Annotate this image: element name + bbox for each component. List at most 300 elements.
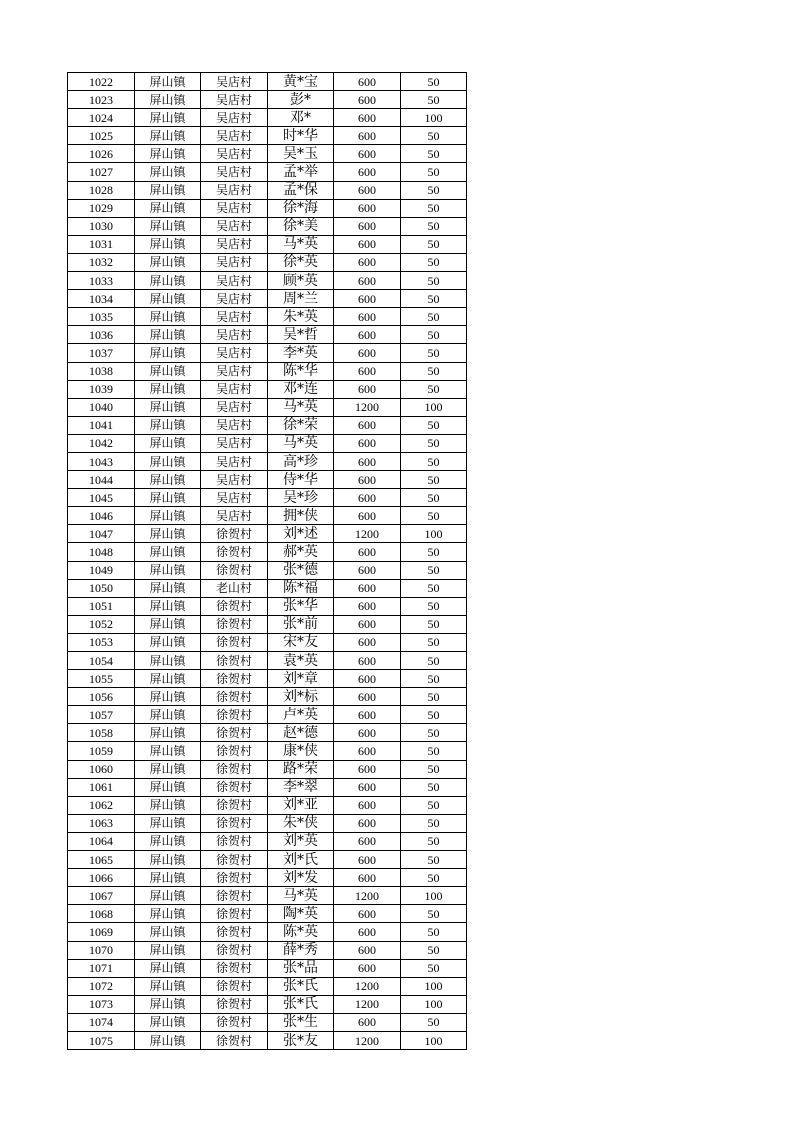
name-cell: 刘*氏 xyxy=(268,851,334,869)
village-cell: 徐贺村 xyxy=(201,652,268,670)
amount-cell: 600 xyxy=(334,290,401,308)
name-cell: 刘*英 xyxy=(268,832,334,850)
amount-cell: 600 xyxy=(334,326,401,344)
name-cell: 刘*发 xyxy=(268,869,334,887)
name-cell: 郝*英 xyxy=(268,543,334,561)
village-cell: 徐贺村 xyxy=(201,959,268,977)
name-cell: 张*生 xyxy=(268,1013,334,1031)
town-cell: 屏山镇 xyxy=(135,851,201,869)
row-number-cell: 1060 xyxy=(68,760,135,778)
village-cell: 吴店村 xyxy=(201,326,268,344)
table-row xyxy=(68,742,467,760)
row-number-cell: 1045 xyxy=(68,489,135,507)
table-row xyxy=(68,832,467,850)
town-cell: 屏山镇 xyxy=(135,543,201,561)
village-cell: 徐贺村 xyxy=(201,887,268,905)
table-row xyxy=(68,814,467,832)
table-row xyxy=(68,109,467,127)
table-row xyxy=(68,452,467,470)
name-cell: 孟*举 xyxy=(268,163,334,181)
amount-cell: 600 xyxy=(334,181,401,199)
village-cell: 徐贺村 xyxy=(201,995,268,1013)
village-cell: 吴店村 xyxy=(201,434,268,452)
table-row xyxy=(68,398,467,416)
town-cell: 屏山镇 xyxy=(135,778,201,796)
subsidy-cell: 50 xyxy=(401,543,467,561)
amount-cell: 1200 xyxy=(334,977,401,995)
amount-cell: 600 xyxy=(334,471,401,489)
village-cell: 徐贺村 xyxy=(201,905,268,923)
town-cell: 屏山镇 xyxy=(135,217,201,235)
row-number-cell: 1070 xyxy=(68,941,135,959)
amount-cell: 600 xyxy=(334,434,401,452)
town-cell: 屏山镇 xyxy=(135,434,201,452)
amount-cell: 600 xyxy=(334,91,401,109)
table-row xyxy=(68,380,467,398)
amount-cell: 600 xyxy=(334,851,401,869)
name-cell: 朱*侠 xyxy=(268,814,334,832)
table-row xyxy=(68,905,467,923)
name-cell: 吴*哲 xyxy=(268,326,334,344)
row-number-cell: 1064 xyxy=(68,832,135,850)
subsidy-cell: 50 xyxy=(401,778,467,796)
amount-cell: 600 xyxy=(334,579,401,597)
name-cell: 赵*德 xyxy=(268,724,334,742)
table-row xyxy=(68,163,467,181)
subsidy-cell: 50 xyxy=(401,851,467,869)
subsidy-cell: 50 xyxy=(401,941,467,959)
row-number-cell: 1049 xyxy=(68,561,135,579)
village-cell: 吴店村 xyxy=(201,489,268,507)
village-cell: 吴店村 xyxy=(201,308,268,326)
subsidy-cell: 50 xyxy=(401,1013,467,1031)
amount-cell: 600 xyxy=(334,688,401,706)
village-cell: 吴店村 xyxy=(201,109,268,127)
subsidy-cell: 50 xyxy=(401,272,467,290)
village-cell: 吴店村 xyxy=(201,398,268,416)
table-row xyxy=(68,127,467,145)
village-cell: 吴店村 xyxy=(201,145,268,163)
subsidy-cell: 50 xyxy=(401,471,467,489)
town-cell: 屏山镇 xyxy=(135,869,201,887)
row-number-cell: 1048 xyxy=(68,543,135,561)
table-row xyxy=(68,507,467,525)
town-cell: 屏山镇 xyxy=(135,633,201,651)
village-cell: 吴店村 xyxy=(201,181,268,199)
amount-cell: 600 xyxy=(334,832,401,850)
name-cell: 马*英 xyxy=(268,434,334,452)
table-row xyxy=(68,941,467,959)
subsidy-cell: 50 xyxy=(401,652,467,670)
name-cell: 侍*华 xyxy=(268,471,334,489)
name-cell: 张*氏 xyxy=(268,977,334,995)
town-cell: 屏山镇 xyxy=(135,163,201,181)
town-cell: 屏山镇 xyxy=(135,941,201,959)
town-cell: 屏山镇 xyxy=(135,362,201,380)
village-cell: 吴店村 xyxy=(201,471,268,489)
row-number-cell: 1037 xyxy=(68,344,135,362)
village-cell: 吴店村 xyxy=(201,362,268,380)
table-row xyxy=(68,760,467,778)
village-cell: 吴店村 xyxy=(201,380,268,398)
amount-cell: 600 xyxy=(334,272,401,290)
name-cell: 顾*英 xyxy=(268,272,334,290)
amount-cell: 600 xyxy=(334,561,401,579)
name-cell: 徐*荣 xyxy=(268,416,334,434)
table-row xyxy=(68,217,467,235)
name-cell: 时*华 xyxy=(268,127,334,145)
row-number-cell: 1074 xyxy=(68,1013,135,1031)
town-cell: 屏山镇 xyxy=(135,887,201,905)
subsidy-cell: 100 xyxy=(401,977,467,995)
table-row xyxy=(68,670,467,688)
village-cell: 徐贺村 xyxy=(201,851,268,869)
subsidy-cell: 100 xyxy=(401,398,467,416)
row-number-cell: 1062 xyxy=(68,796,135,814)
row-number-cell: 1068 xyxy=(68,905,135,923)
name-cell: 朱*英 xyxy=(268,308,334,326)
town-cell: 屏山镇 xyxy=(135,416,201,434)
town-cell: 屏山镇 xyxy=(135,507,201,525)
row-number-cell: 1028 xyxy=(68,181,135,199)
name-cell: 徐*美 xyxy=(268,217,334,235)
table-row xyxy=(68,434,467,452)
row-number-cell: 1066 xyxy=(68,869,135,887)
table-row xyxy=(68,995,467,1013)
subsidy-cell: 50 xyxy=(401,380,467,398)
table-row xyxy=(68,615,467,633)
amount-cell: 600 xyxy=(334,724,401,742)
amount-cell: 600 xyxy=(334,615,401,633)
row-number-cell: 1071 xyxy=(68,959,135,977)
row-number-cell: 1042 xyxy=(68,434,135,452)
amount-cell: 600 xyxy=(334,869,401,887)
amount-cell: 600 xyxy=(334,217,401,235)
subsidy-cell: 50 xyxy=(401,597,467,615)
amount-cell: 600 xyxy=(334,507,401,525)
village-cell: 徐贺村 xyxy=(201,724,268,742)
village-cell: 徐贺村 xyxy=(201,1031,268,1049)
town-cell: 屏山镇 xyxy=(135,706,201,724)
amount-cell: 600 xyxy=(334,362,401,380)
table-row xyxy=(68,145,467,163)
subsidy-cell: 50 xyxy=(401,923,467,941)
village-cell: 吴店村 xyxy=(201,507,268,525)
subsidy-cell: 50 xyxy=(401,507,467,525)
amount-cell: 600 xyxy=(334,308,401,326)
table-row xyxy=(68,688,467,706)
subsidy-cell: 50 xyxy=(401,905,467,923)
subsidy-cell: 50 xyxy=(401,181,467,199)
row-number-cell: 1051 xyxy=(68,597,135,615)
row-number-cell: 1056 xyxy=(68,688,135,706)
village-cell: 吴店村 xyxy=(201,253,268,271)
village-cell: 徐贺村 xyxy=(201,633,268,651)
table-row xyxy=(68,416,467,434)
town-cell: 屏山镇 xyxy=(135,615,201,633)
table-row xyxy=(68,362,467,380)
table-row xyxy=(68,706,467,724)
amount-cell: 600 xyxy=(334,923,401,941)
subsidy-cell: 50 xyxy=(401,869,467,887)
amount-cell: 600 xyxy=(334,597,401,615)
subsidy-cell: 50 xyxy=(401,615,467,633)
amount-cell: 600 xyxy=(334,959,401,977)
subsidy-cell: 50 xyxy=(401,742,467,760)
village-cell: 老山村 xyxy=(201,579,268,597)
name-cell: 李*英 xyxy=(268,344,334,362)
village-cell: 吴店村 xyxy=(201,344,268,362)
name-cell: 刘*章 xyxy=(268,670,334,688)
amount-cell: 600 xyxy=(334,778,401,796)
name-cell: 陶*英 xyxy=(268,905,334,923)
subsidy-cell: 50 xyxy=(401,452,467,470)
amount-cell: 600 xyxy=(334,344,401,362)
row-number-cell: 1040 xyxy=(68,398,135,416)
name-cell: 拥*侠 xyxy=(268,507,334,525)
village-cell: 徐贺村 xyxy=(201,923,268,941)
village-cell: 徐贺村 xyxy=(201,1013,268,1031)
village-cell: 吴店村 xyxy=(201,91,268,109)
village-cell: 吴店村 xyxy=(201,199,268,217)
town-cell: 屏山镇 xyxy=(135,724,201,742)
town-cell: 屏山镇 xyxy=(135,959,201,977)
town-cell: 屏山镇 xyxy=(135,73,201,91)
table-row xyxy=(68,272,467,290)
town-cell: 屏山镇 xyxy=(135,995,201,1013)
table-row xyxy=(68,308,467,326)
table-row xyxy=(68,235,467,253)
subsidy-cell: 50 xyxy=(401,326,467,344)
town-cell: 屏山镇 xyxy=(135,145,201,163)
subsidy-cell: 50 xyxy=(401,724,467,742)
table-row xyxy=(68,253,467,271)
name-cell: 邓* xyxy=(268,109,334,127)
village-cell: 徐贺村 xyxy=(201,832,268,850)
amount-cell: 600 xyxy=(334,941,401,959)
village-cell: 吴店村 xyxy=(201,416,268,434)
subsidy-cell: 100 xyxy=(401,887,467,905)
village-cell: 徐贺村 xyxy=(201,543,268,561)
table-row xyxy=(68,91,467,109)
town-cell: 屏山镇 xyxy=(135,127,201,145)
amount-cell: 600 xyxy=(334,670,401,688)
name-cell: 薛*秀 xyxy=(268,941,334,959)
table-row xyxy=(68,471,467,489)
table-row xyxy=(68,73,467,91)
town-cell: 屏山镇 xyxy=(135,199,201,217)
town-cell: 屏山镇 xyxy=(135,597,201,615)
table-row xyxy=(68,181,467,199)
town-cell: 屏山镇 xyxy=(135,760,201,778)
town-cell: 屏山镇 xyxy=(135,235,201,253)
subsidy-cell: 50 xyxy=(401,217,467,235)
subsidy-cell: 50 xyxy=(401,163,467,181)
subsidy-cell: 50 xyxy=(401,760,467,778)
town-cell: 屏山镇 xyxy=(135,796,201,814)
subsidy-cell: 50 xyxy=(401,814,467,832)
row-number-cell: 1027 xyxy=(68,163,135,181)
name-cell: 张*品 xyxy=(268,959,334,977)
town-cell: 屏山镇 xyxy=(135,1013,201,1031)
amount-cell: 600 xyxy=(334,416,401,434)
town-cell: 屏山镇 xyxy=(135,742,201,760)
amount-cell: 600 xyxy=(334,163,401,181)
row-number-cell: 1052 xyxy=(68,615,135,633)
name-cell: 张*德 xyxy=(268,561,334,579)
subsidy-cell: 50 xyxy=(401,91,467,109)
town-cell: 屏山镇 xyxy=(135,579,201,597)
name-cell: 陈*福 xyxy=(268,579,334,597)
amount-cell: 600 xyxy=(334,543,401,561)
table-row xyxy=(68,597,467,615)
name-cell: 张*华 xyxy=(268,597,334,615)
table-row xyxy=(68,887,467,905)
village-cell: 徐贺村 xyxy=(201,525,268,543)
amount-cell: 600 xyxy=(334,633,401,651)
town-cell: 屏山镇 xyxy=(135,308,201,326)
village-cell: 吴店村 xyxy=(201,217,268,235)
village-cell: 徐贺村 xyxy=(201,869,268,887)
row-number-cell: 1067 xyxy=(68,887,135,905)
row-number-cell: 1075 xyxy=(68,1031,135,1049)
village-cell: 徐贺村 xyxy=(201,597,268,615)
town-cell: 屏山镇 xyxy=(135,688,201,706)
row-number-cell: 1030 xyxy=(68,217,135,235)
table-row xyxy=(68,1031,467,1049)
table-row xyxy=(68,778,467,796)
row-number-cell: 1065 xyxy=(68,851,135,869)
row-number-cell: 1031 xyxy=(68,235,135,253)
row-number-cell: 1054 xyxy=(68,652,135,670)
amount-cell: 600 xyxy=(334,706,401,724)
name-cell: 马*英 xyxy=(268,235,334,253)
amount-cell: 1200 xyxy=(334,398,401,416)
subsidy-cell: 50 xyxy=(401,688,467,706)
town-cell: 屏山镇 xyxy=(135,109,201,127)
village-cell: 徐贺村 xyxy=(201,742,268,760)
table-body xyxy=(68,73,467,1050)
town-cell: 屏山镇 xyxy=(135,91,201,109)
table-row xyxy=(68,290,467,308)
row-number-cell: 1038 xyxy=(68,362,135,380)
amount-cell: 600 xyxy=(334,796,401,814)
village-cell: 徐贺村 xyxy=(201,561,268,579)
town-cell: 屏山镇 xyxy=(135,814,201,832)
table-row xyxy=(68,326,467,344)
subsidy-cell: 50 xyxy=(401,235,467,253)
subsidy-cell: 50 xyxy=(401,796,467,814)
row-number-cell: 1032 xyxy=(68,253,135,271)
name-cell: 袁*英 xyxy=(268,652,334,670)
village-cell: 徐贺村 xyxy=(201,615,268,633)
village-cell: 吴店村 xyxy=(201,163,268,181)
town-cell: 屏山镇 xyxy=(135,253,201,271)
subsidy-cell: 50 xyxy=(401,73,467,91)
name-cell: 陈*华 xyxy=(268,362,334,380)
amount-cell: 600 xyxy=(334,73,401,91)
row-number-cell: 1047 xyxy=(68,525,135,543)
row-number-cell: 1073 xyxy=(68,995,135,1013)
town-cell: 屏山镇 xyxy=(135,452,201,470)
amount-cell: 1200 xyxy=(334,995,401,1013)
village-cell: 吴店村 xyxy=(201,290,268,308)
table-row xyxy=(68,579,467,597)
table-row xyxy=(68,543,467,561)
town-cell: 屏山镇 xyxy=(135,652,201,670)
name-cell: 刘*标 xyxy=(268,688,334,706)
row-number-cell: 1022 xyxy=(68,73,135,91)
village-cell: 徐贺村 xyxy=(201,814,268,832)
name-cell: 张*氏 xyxy=(268,995,334,1013)
town-cell: 屏山镇 xyxy=(135,181,201,199)
amount-cell: 600 xyxy=(334,742,401,760)
name-cell: 马*英 xyxy=(268,887,334,905)
amount-cell: 600 xyxy=(334,652,401,670)
name-cell: 徐*海 xyxy=(268,199,334,217)
row-number-cell: 1059 xyxy=(68,742,135,760)
row-number-cell: 1057 xyxy=(68,706,135,724)
amount-cell: 600 xyxy=(334,1013,401,1031)
subsidy-cell: 100 xyxy=(401,525,467,543)
town-cell: 屏山镇 xyxy=(135,344,201,362)
name-cell: 卢*英 xyxy=(268,706,334,724)
row-number-cell: 1025 xyxy=(68,127,135,145)
table-row xyxy=(68,199,467,217)
table-row xyxy=(68,489,467,507)
village-cell: 徐贺村 xyxy=(201,688,268,706)
row-number-cell: 1039 xyxy=(68,380,135,398)
subsidy-cell: 50 xyxy=(401,959,467,977)
town-cell: 屏山镇 xyxy=(135,561,201,579)
subsidy-cell: 50 xyxy=(401,127,467,145)
name-cell: 周*兰 xyxy=(268,290,334,308)
table-row xyxy=(68,525,467,543)
amount-cell: 600 xyxy=(334,235,401,253)
town-cell: 屏山镇 xyxy=(135,905,201,923)
subsidy-cell: 50 xyxy=(401,145,467,163)
name-cell: 张*前 xyxy=(268,615,334,633)
subsidy-cell: 100 xyxy=(401,995,467,1013)
row-number-cell: 1026 xyxy=(68,145,135,163)
town-cell: 屏山镇 xyxy=(135,923,201,941)
amount-cell: 600 xyxy=(334,905,401,923)
row-number-cell: 1036 xyxy=(68,326,135,344)
amount-cell: 600 xyxy=(334,380,401,398)
village-cell: 徐贺村 xyxy=(201,796,268,814)
town-cell: 屏山镇 xyxy=(135,525,201,543)
subsidy-cell: 50 xyxy=(401,633,467,651)
village-cell: 徐贺村 xyxy=(201,778,268,796)
amount-cell: 600 xyxy=(334,109,401,127)
table-row xyxy=(68,923,467,941)
name-cell: 路*荣 xyxy=(268,760,334,778)
table-row xyxy=(68,977,467,995)
table-row xyxy=(68,851,467,869)
table-row xyxy=(68,652,467,670)
table-row xyxy=(68,561,467,579)
amount-cell: 1200 xyxy=(334,525,401,543)
row-number-cell: 1050 xyxy=(68,579,135,597)
name-cell: 康*侠 xyxy=(268,742,334,760)
row-number-cell: 1035 xyxy=(68,308,135,326)
town-cell: 屏山镇 xyxy=(135,272,201,290)
amount-cell: 600 xyxy=(334,489,401,507)
village-cell: 徐贺村 xyxy=(201,670,268,688)
amount-cell: 600 xyxy=(334,127,401,145)
table-row xyxy=(68,633,467,651)
subsidy-cell: 50 xyxy=(401,706,467,724)
